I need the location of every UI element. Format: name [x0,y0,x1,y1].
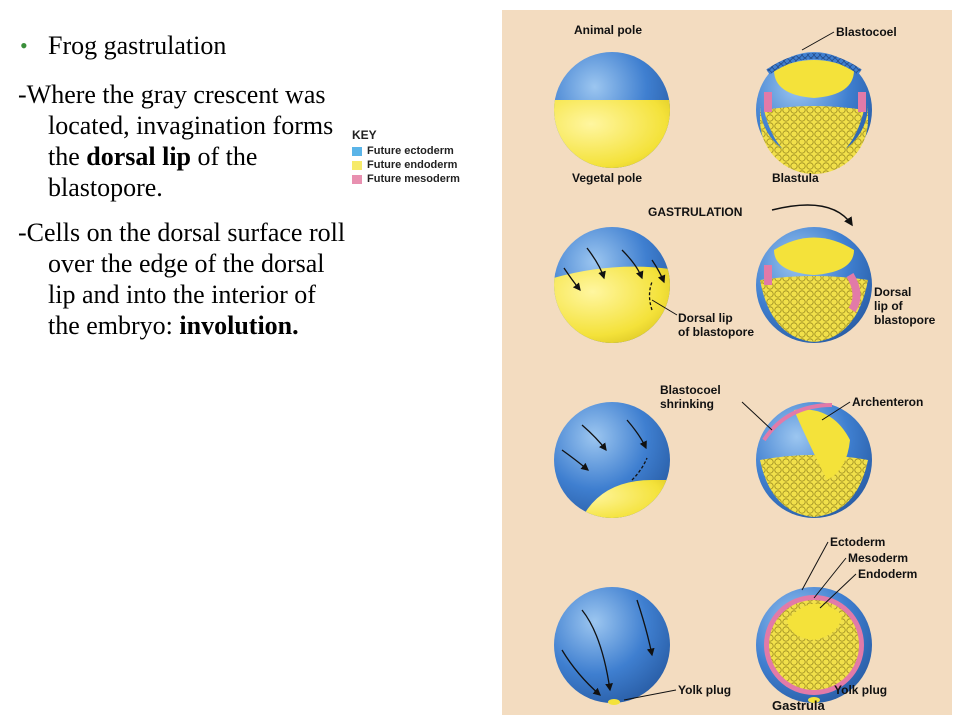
para2-text: -Cells on the dorsal surface roll over the edge of the dorsal lip and into the interior of the embryo: [18,218,346,340]
key-label: Future endoderm [367,159,458,171]
blastocoel-label: Blastocoel [836,25,897,39]
bullet-item [18,30,353,61]
para1-bold: dorsal lip [86,142,192,171]
embryo-2-exterior [547,227,677,350]
embryo-3-exterior [542,402,677,530]
slide-text [18,30,353,355]
ectoderm-swatch [352,147,362,156]
bullet-heading: Frog gastrulation [48,31,227,60]
vegetal-pole-label: Vegetal pole [572,171,643,185]
blastocoel-pointer [802,32,834,50]
dorsal-lip-label-right-2: lip of [874,299,903,313]
para1-text-b: of the blastopore. [48,142,258,202]
mesoderm-label: Mesoderm [848,551,909,565]
yolk-plug-label-right: Yolk plug [834,683,888,697]
key-label: Future mesoderm [367,173,460,185]
para1-text-a: -Where the gray crescent was located, invagination forms the [18,80,334,171]
legend-key [352,128,460,186]
gastrulation-figure [502,10,952,715]
gastrulation-section-2 [756,227,872,343]
endoderm-label: Endoderm [858,567,918,581]
dorsal-lip-label-right-1: Dorsal [874,285,912,299]
key-item-endoderm [352,158,460,172]
gastrulation-label: GASTRULATION [648,205,743,219]
paragraph-dorsal-lip [18,79,353,203]
yolk-plug-label-left: Yolk plug [678,683,732,697]
dorsal-lip-label-left-1: Dorsal lip [678,311,733,325]
key-label: Future ectoderm [367,145,454,157]
endoderm-swatch [352,161,362,170]
para2-bold: involution. [179,311,299,340]
archenteron-label: Archenteron [852,395,924,409]
key-title: KEY [352,128,377,142]
key-item-ectoderm [352,144,460,158]
gastrulation-arrow [772,205,852,225]
mesoderm-swatch [352,175,362,184]
dorsal-lip-label-left-2: of blastopore [678,325,755,339]
blastula-section [756,52,872,174]
blastocoel-shrinking-label-2: shrinking [660,397,715,411]
key-item-mesoderm [352,172,460,186]
blastula-label: Blastula [772,171,819,185]
gastrulation-diagram [502,10,952,715]
dorsal-lip-label-right-3: blastopore [874,313,936,327]
embryo-1-exterior [542,52,682,180]
gastrula-label: Gastrula [772,698,825,713]
ectoderm-label: Ectoderm [830,535,886,549]
paragraph-involution [18,217,353,341]
embryo-4-exterior [554,587,670,705]
gastrulation-section-3 [756,402,872,518]
blastocoel-shrinking-label-1: Blastocoel [660,383,721,397]
bullet-icon: • [20,33,28,58]
animal-pole-label: Animal pole [574,23,643,37]
